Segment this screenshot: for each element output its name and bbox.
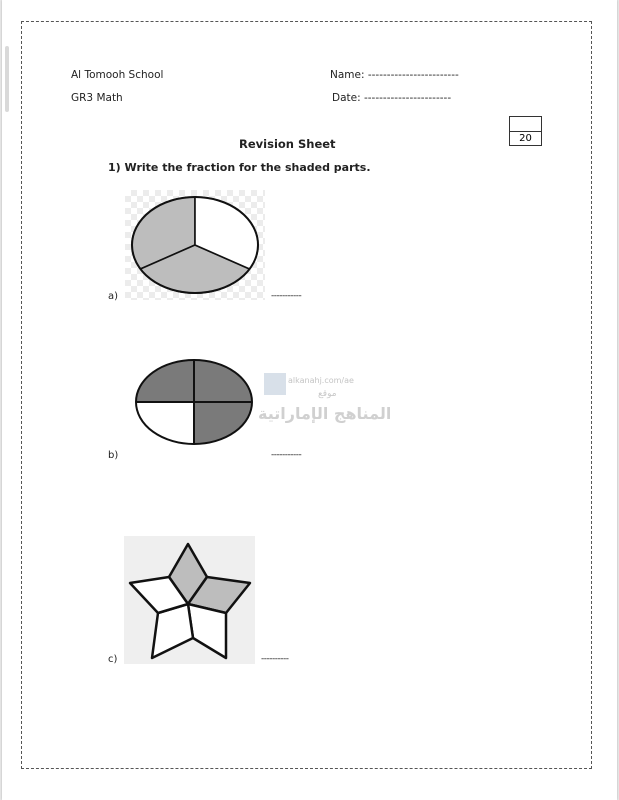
page-border: [21, 21, 592, 769]
figure-b-oval-quarters: [134, 357, 254, 447]
name-field: Name: ------------------------: [330, 69, 459, 81]
score-total: 20: [519, 133, 532, 144]
date-field: Date: -----------------------: [332, 92, 452, 104]
scroll-indicator[interactable]: [5, 46, 9, 112]
school-name: Al Tomooh School: [71, 69, 164, 81]
question-1-text: 1) Write the fraction for the shaded parts.: [108, 161, 371, 174]
worksheet-page: [2, 0, 617, 800]
figure-c-star-fifths: [124, 536, 255, 664]
item-c-label: c): [108, 654, 118, 665]
grade-subject: GR3 Math: [71, 92, 123, 104]
item-b-label: b): [108, 450, 119, 461]
watermark-logo: [264, 373, 286, 395]
item-a-answer-blank: -----------: [271, 291, 302, 301]
score-box: [509, 116, 542, 146]
watermark-line-1: موقع: [318, 389, 337, 399]
item-a-label: a): [108, 291, 119, 302]
score-divider: [510, 131, 541, 132]
item-c-answer-blank: ----------: [261, 654, 289, 664]
item-b-answer-blank: -----------: [271, 450, 302, 460]
watermark-line-2: المناهج الإماراتية: [258, 404, 392, 423]
star-part-bottom-right: [188, 604, 226, 658]
figure-a-circle-thirds: [125, 190, 265, 300]
sheet-title: Revision Sheet: [239, 137, 336, 151]
watermark-url: alkanahj.com/ae: [288, 376, 354, 385]
